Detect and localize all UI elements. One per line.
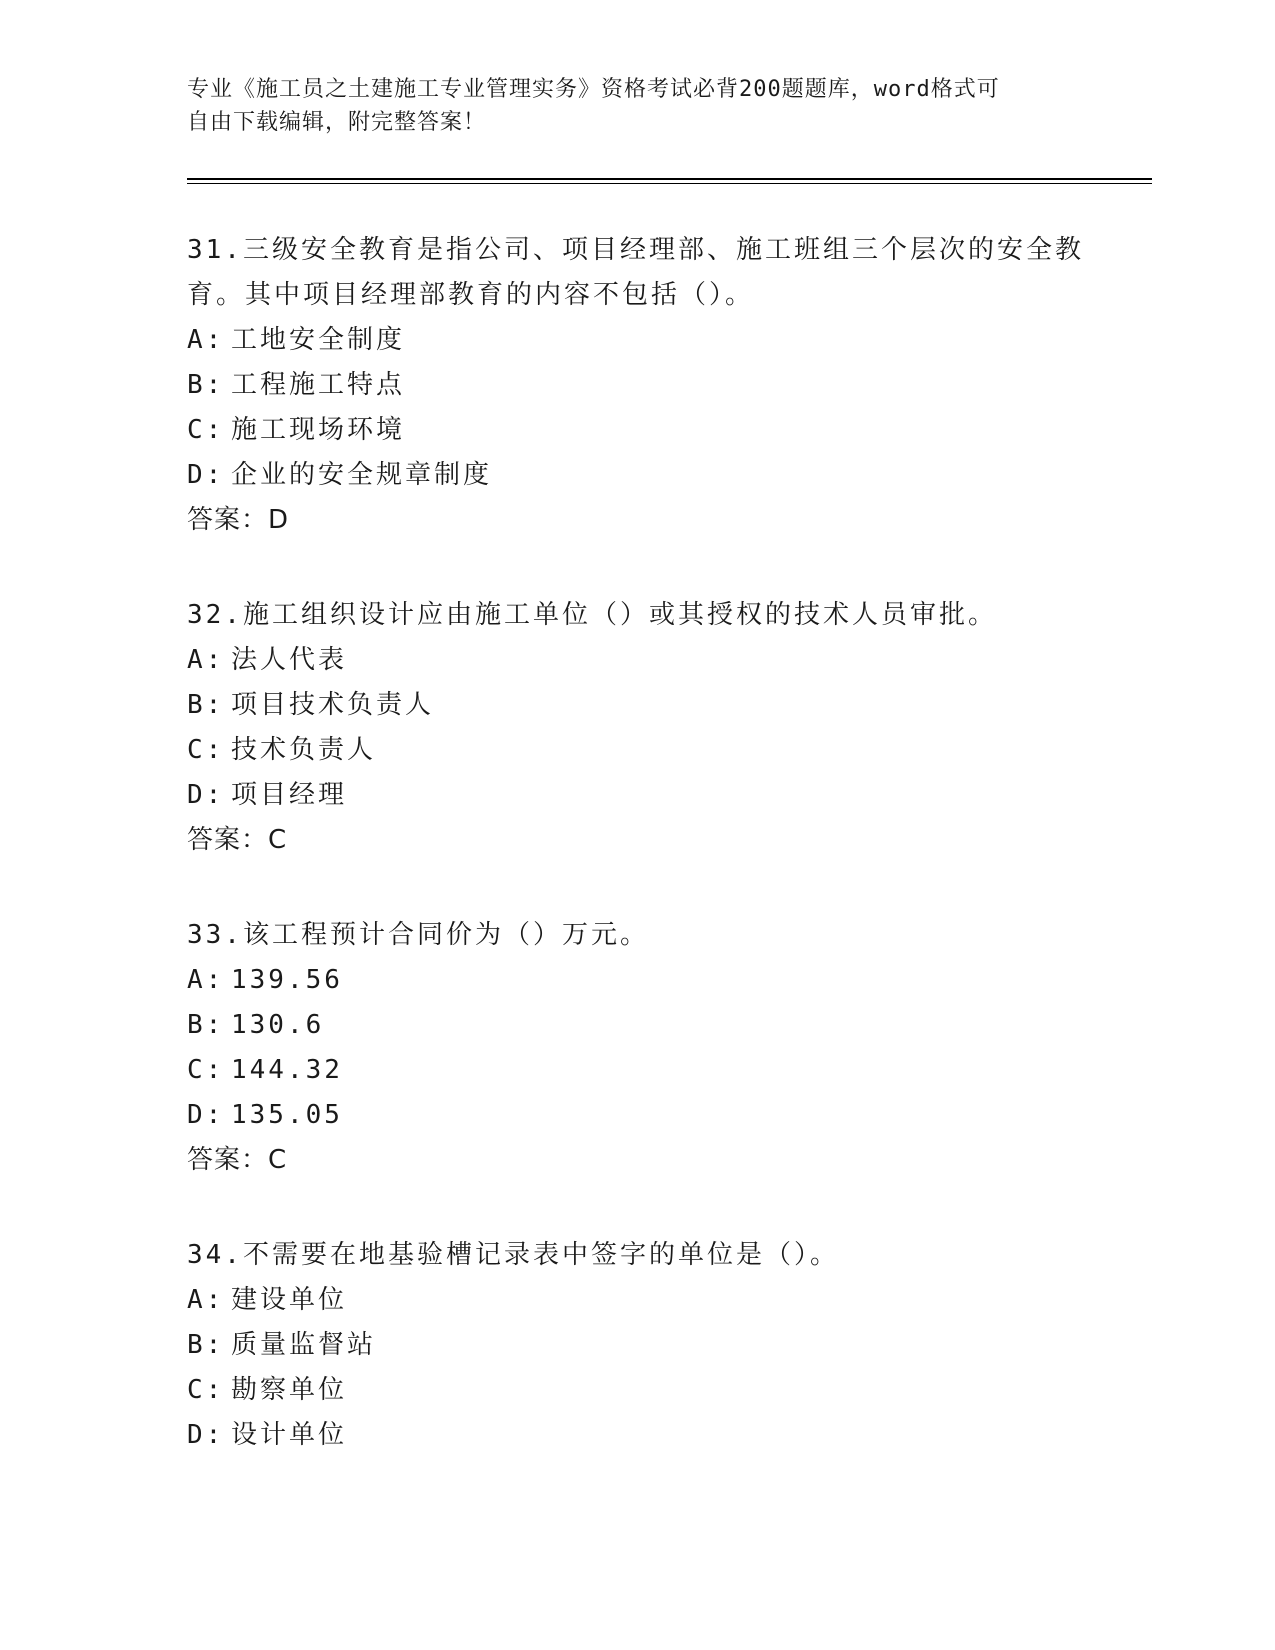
option-text: 130.6 <box>231 1010 325 1040</box>
option-letter: B: <box>187 690 225 720</box>
option-letter: C: <box>187 415 225 445</box>
option-text: 139.56 <box>231 965 343 995</box>
answer-line: 答案：C <box>187 1145 288 1175</box>
option-text: 项目技术负责人 <box>231 690 435 720</box>
option-text: 工程施工特点 <box>231 370 406 400</box>
option-text: 法人代表 <box>231 645 348 675</box>
header-divider-thick <box>187 178 1152 180</box>
option-text: 工地安全制度 <box>231 325 406 355</box>
header-line-1: 专业《施工员之土建施工专业管理实务》资格考试必背200题题库，word格式可 <box>187 77 1000 102</box>
option-text: 施工现场环境 <box>231 415 406 445</box>
option-letter: C: <box>187 1375 225 1405</box>
option-text: 建设单位 <box>231 1285 348 1315</box>
option-text: 144.32 <box>231 1055 343 1085</box>
header-line-2: 自由下载编辑，附完整答案！ <box>187 110 487 135</box>
option-a <box>187 638 1087 683</box>
question-stem-line: 34.不需要在地基验槽记录表中签字的单位是（）。 <box>187 1240 839 1270</box>
option-d <box>187 453 1087 498</box>
option-b <box>187 683 1087 728</box>
option-d <box>187 1413 1087 1458</box>
option-letter: D: <box>187 460 225 490</box>
option-c <box>187 1368 1087 1413</box>
option-text: 企业的安全规章制度 <box>231 460 493 490</box>
option-a <box>187 318 1087 363</box>
option-letter: D: <box>187 1100 225 1130</box>
question-stem-line: 32.施工组织设计应由施工单位（）或其授权的技术人员审批。 <box>187 600 997 630</box>
document-header <box>187 73 1067 139</box>
option-d <box>187 773 1087 818</box>
option-letter: A: <box>187 645 225 675</box>
option-text: 135.05 <box>231 1100 343 1130</box>
option-c <box>187 1048 1087 1093</box>
option-letter: D: <box>187 1420 225 1450</box>
option-letter: A: <box>187 1285 225 1315</box>
option-c <box>187 728 1087 773</box>
option-letter: B: <box>187 370 225 400</box>
question-33 <box>187 913 1087 1183</box>
option-letter: B: <box>187 1330 225 1360</box>
question-32 <box>187 593 1087 863</box>
question-stem-line: 31.三级安全教育是指公司、项目经理部、施工班组三个层次的安全教 <box>187 235 1084 265</box>
option-a <box>187 1278 1087 1323</box>
option-text: 勘察单位 <box>231 1375 348 1405</box>
question-stem-line: 育。其中项目经理部教育的内容不包括（）。 <box>187 280 755 310</box>
option-letter: A: <box>187 965 225 995</box>
answer-line: 答案：D <box>187 505 290 535</box>
option-text: 设计单位 <box>231 1420 348 1450</box>
option-b <box>187 1003 1087 1048</box>
question-31 <box>187 228 1087 543</box>
option-text: 技术负责人 <box>231 735 377 765</box>
option-a <box>187 958 1087 1003</box>
option-d <box>187 1093 1087 1138</box>
option-c <box>187 408 1087 453</box>
option-text: 项目经理 <box>231 780 348 810</box>
header-divider-thin <box>187 183 1152 184</box>
option-b <box>187 1323 1087 1368</box>
option-letter: D: <box>187 780 225 810</box>
option-letter: A: <box>187 325 225 355</box>
question-stem-line: 33.该工程预计合同价为（）万元。 <box>187 920 649 950</box>
option-text: 质量监督站 <box>231 1330 377 1360</box>
option-letter: B: <box>187 1010 225 1040</box>
option-letter: C: <box>187 735 225 765</box>
option-letter: C: <box>187 1055 225 1085</box>
question-34 <box>187 1233 1087 1458</box>
answer-line: 答案：C <box>187 825 288 855</box>
option-b <box>187 363 1087 408</box>
